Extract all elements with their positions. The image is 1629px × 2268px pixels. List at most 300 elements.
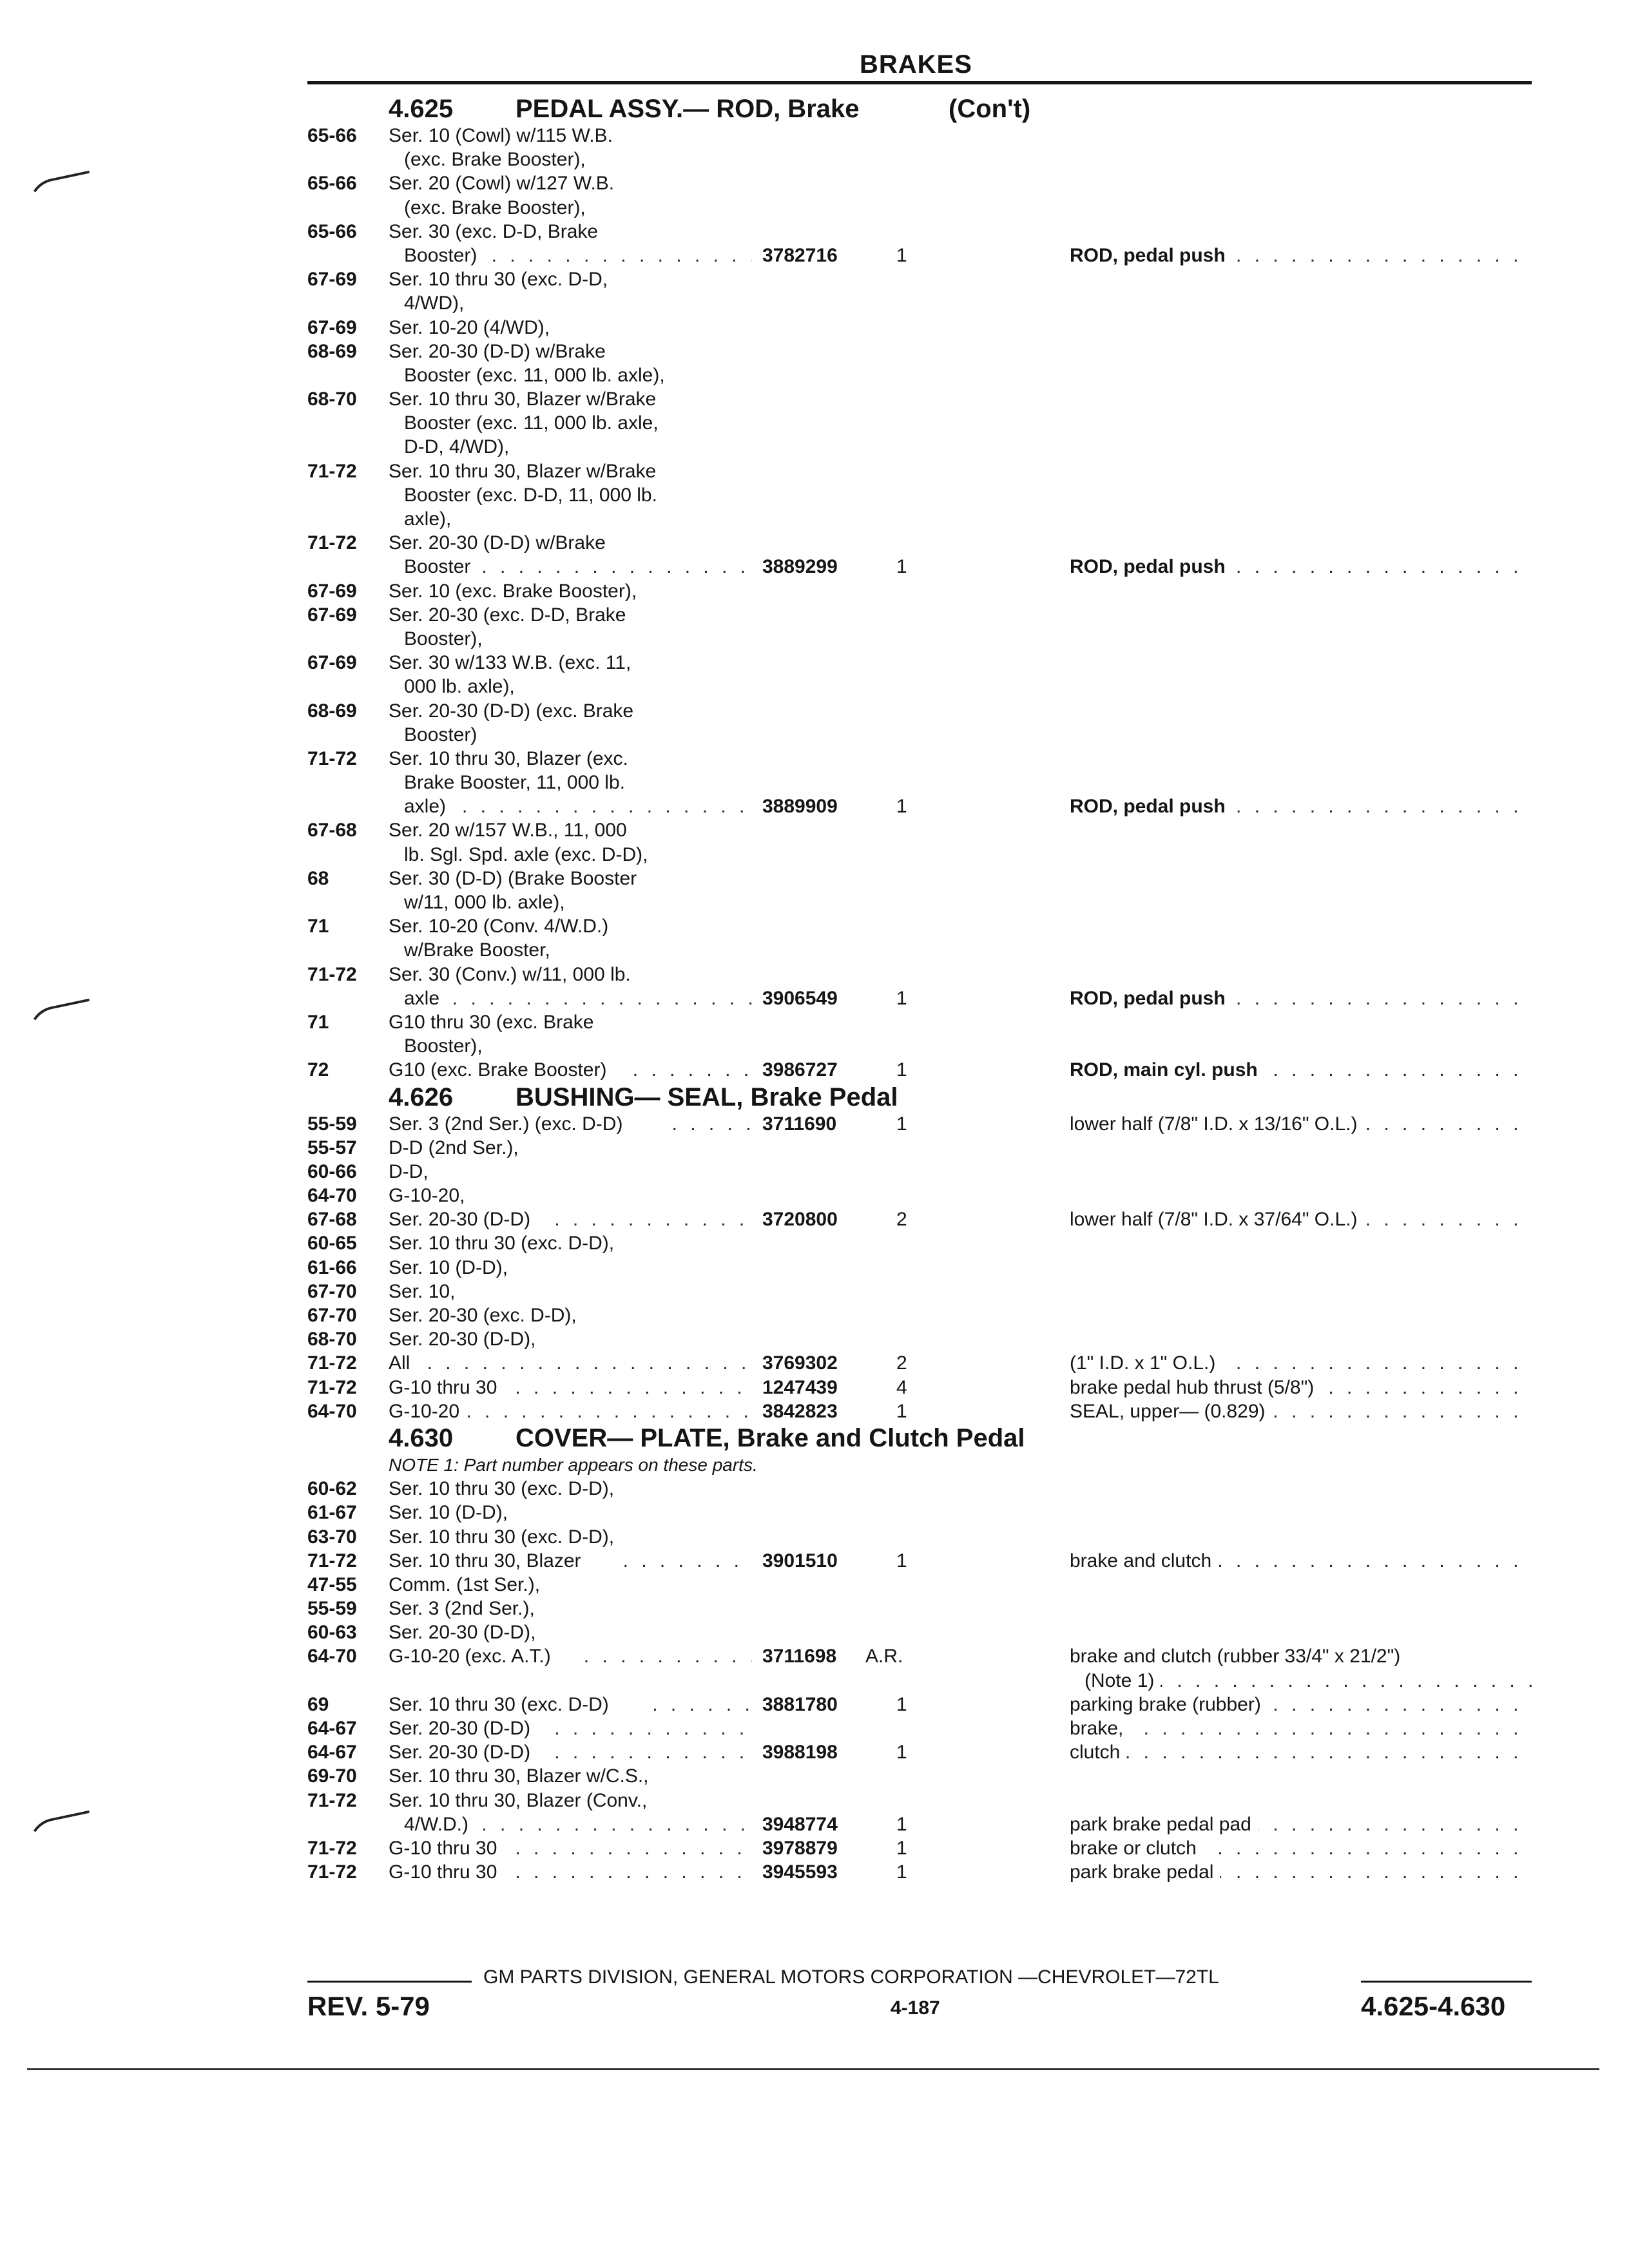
application-description: Brake Booster, 11, 000 lb.: [404, 772, 625, 794]
table-row: [307, 1184, 1532, 1207]
quantity: 1: [896, 1693, 907, 1715]
table-row: [307, 1549, 1532, 1573]
footer-rule-left: [307, 1981, 472, 1983]
leader-dots: [515, 1376, 752, 1399]
part-name-cell: [1070, 1549, 1532, 1573]
table-row: [307, 483, 1532, 507]
table-row: [307, 363, 1532, 387]
model-years: 68-70: [307, 1329, 357, 1350]
table-row: [307, 124, 1532, 148]
leader-dots: [462, 794, 752, 818]
application-description: Booster (exc. D-D, 11, 000 lb.: [404, 484, 657, 506]
table-row: [307, 1207, 1532, 1231]
leader-dots: [481, 555, 752, 579]
part-number: 3889909: [762, 796, 838, 818]
part-name: ROD, pedal push: [1070, 988, 1232, 1009]
application-description: Ser. 10 thru 30 (exc. D-D),: [389, 1526, 615, 1548]
table-row: [307, 340, 1532, 363]
part-number: 3889299: [762, 556, 838, 578]
leader-dots: [633, 1058, 752, 1082]
table-row: [307, 291, 1532, 315]
model-years: 71-72: [307, 1861, 357, 1883]
table-row: [307, 1644, 1532, 1668]
application-description: (exc. Brake Booster),: [404, 197, 586, 218]
model-years: 67-70: [307, 1305, 357, 1326]
model-years: 61-66: [307, 1256, 357, 1278]
application-description: Ser. 10 thru 30, Blazer (exc.: [389, 747, 628, 769]
table-row: [307, 938, 1532, 962]
leader-dots: [554, 1740, 752, 1764]
table-row: [307, 843, 1532, 867]
application-description: Ser. 20-30 (D-D) w/Brake: [389, 340, 606, 362]
part-number: 3901510: [762, 1550, 838, 1571]
model-years: 60-65: [307, 1233, 357, 1254]
application-description: Ser. 10 thru 30, Blazer: [389, 1550, 581, 1571]
table-row: [307, 867, 1532, 890]
header-rule: [307, 81, 1532, 84]
application-description: Ser. 20-30 (exc. D-D),: [389, 1305, 577, 1326]
leader-dots: [554, 1207, 752, 1231]
application-description: axle: [404, 987, 440, 1009]
section-title: BUSHING— SEAL, Brake Pedal: [516, 1082, 898, 1111]
leader-dots: [584, 1644, 752, 1668]
table-row: [307, 1477, 1532, 1501]
table-row: [307, 1812, 1532, 1836]
leader-dots: [672, 1112, 752, 1136]
part-number: 3720800: [762, 1209, 838, 1231]
leader-dots: [554, 1716, 752, 1740]
part-name-cell: [1070, 1644, 1532, 1668]
part-number: 3978879: [762, 1837, 838, 1859]
application-description: Booster): [404, 244, 477, 266]
model-years: 64-67: [307, 1742, 357, 1763]
application-description: All: [389, 1352, 410, 1374]
application-description: Ser. 3 (2nd Ser.),: [389, 1598, 535, 1620]
table-row: [307, 1764, 1532, 1788]
quantity: 1: [896, 1550, 907, 1571]
application-description: Ser. 10-20 (Conv. 4/W.D.): [389, 916, 609, 937]
application-description: Ser. 10 thru 30 (exc. D-D),: [389, 1233, 615, 1254]
part-name-cell: [1070, 1207, 1532, 1231]
model-years: 65-66: [307, 125, 357, 146]
model-years: 64-70: [307, 1185, 357, 1207]
part-name: brake and clutch (rubber 33/4" x 21/2"): [1070, 1646, 1407, 1667]
model-years: 71-72: [307, 1837, 357, 1859]
application-description: D-D (2nd Ser.),: [389, 1137, 519, 1158]
quantity: 1: [896, 796, 907, 818]
part-name: (1" I.D. x 1" O.L.): [1070, 1352, 1222, 1374]
application-description: Ser. 10 thru 30 (exc. D-D): [389, 1693, 609, 1715]
table-row: [307, 1327, 1532, 1351]
application-description: Ser. 10 (exc. Brake Booster),: [389, 580, 637, 602]
leader-dots: [427, 1351, 752, 1375]
model-years: 61-67: [307, 1502, 357, 1524]
application-description: G-10 thru 30: [389, 1861, 497, 1883]
application-description: 4/W.D.): [404, 1813, 469, 1835]
application-description: Ser. 20 (Cowl) w/127 W.B.: [389, 173, 615, 195]
part-name-cell: [1084, 1669, 1547, 1693]
part-name-cell: [1070, 555, 1532, 579]
leader-dots: [481, 1812, 752, 1836]
table-row: [307, 794, 1532, 818]
table-row: [307, 1501, 1532, 1524]
part-name-cell: [1070, 244, 1532, 267]
part-name-cell: [1070, 794, 1532, 818]
part-name-cell: [1070, 1351, 1532, 1375]
application-description: Ser. 10 thru 30, Blazer w/Brake: [389, 460, 657, 482]
quantity: 1: [896, 987, 907, 1009]
part-name: ROD, pedal push: [1070, 245, 1232, 266]
part-number: 3711690: [762, 1113, 837, 1135]
table-row: [307, 171, 1532, 195]
part-number: 3945593: [762, 1861, 838, 1883]
model-years: 71-72: [307, 532, 357, 554]
table-row: [307, 387, 1532, 411]
table-row: [307, 196, 1532, 220]
application-description: G10 thru 30 (exc. Brake: [389, 1011, 594, 1033]
model-years: 71: [307, 1011, 329, 1033]
model-years: 55-59: [307, 1113, 357, 1135]
application-description: Ser. 20-30 (D-D) w/Brake: [389, 532, 606, 554]
table-row: [307, 603, 1532, 627]
model-years: 67-69: [307, 580, 357, 602]
application-description: Comm. (1st Ser.),: [389, 1573, 541, 1595]
model-years: 55-57: [307, 1137, 357, 1158]
quantity: 1: [896, 1059, 907, 1081]
model-years: 63-70: [307, 1526, 357, 1548]
model-years: 68-69: [307, 340, 357, 362]
leader-dots: [623, 1549, 752, 1573]
part-number: 1247439: [762, 1376, 838, 1398]
part-name: brake and clutch: [1070, 1550, 1218, 1571]
model-years: 60-63: [307, 1622, 357, 1644]
quantity: 1: [896, 1861, 907, 1883]
application-description: Ser. 10,: [389, 1280, 456, 1302]
model-years: 64-70: [307, 1646, 357, 1667]
table-row: [307, 651, 1532, 675]
model-years: 60-62: [307, 1478, 357, 1500]
table-row: [307, 1034, 1532, 1058]
application-description: Ser. 10 thru 30 (exc. D-D,: [389, 269, 608, 291]
section-number: 4.630: [389, 1423, 454, 1452]
application-description: w/Brake Booster,: [404, 939, 550, 961]
part-name: SEAL, upper— (0.829): [1070, 1401, 1272, 1422]
table-row: [307, 1836, 1532, 1860]
application-description: Ser. 3 (2nd Ser.) (exc. D-D): [389, 1113, 623, 1135]
application-description: Ser. 10 thru 30, Blazer (Conv.,: [389, 1789, 648, 1811]
part-name: (Note 1): [1084, 1670, 1161, 1691]
table-row: [307, 890, 1532, 914]
part-number: 3906549: [762, 987, 838, 1009]
quantity: 1: [896, 1813, 907, 1835]
application-description: Ser. 20-30 (D-D) (exc. Brake: [389, 700, 634, 722]
application-description: Ser. 30 w/133 W.B. (exc. 11,: [389, 652, 631, 674]
part-name-cell: [1070, 1399, 1532, 1423]
table-row: [307, 1716, 1532, 1740]
table-row: [307, 267, 1532, 291]
model-years: 69-70: [307, 1765, 357, 1787]
part-name: clutch: [1070, 1742, 1126, 1763]
table-row: [307, 1160, 1532, 1184]
model-years: 67-70: [307, 1280, 357, 1302]
application-description: Ser. 20-30 (D-D): [389, 1209, 531, 1231]
part-name-cell: [1070, 1058, 1532, 1082]
table-row: [307, 507, 1532, 531]
section-heading: [307, 1423, 1532, 1453]
part-name-cell: [1070, 1740, 1532, 1764]
part-name-cell: [1070, 1860, 1532, 1884]
application-description: Ser. 20-30 (D-D),: [389, 1329, 536, 1350]
table-row: [307, 1136, 1532, 1160]
leader-dots: [515, 1860, 752, 1884]
application-description: Ser. 10 (Cowl) w/115 W.B.: [389, 125, 613, 146]
footer-revision: REV. 5-79: [307, 1991, 430, 2021]
model-years: 67-69: [307, 604, 357, 626]
table-row: [307, 1597, 1532, 1620]
application-description: Ser. 20 w/157 W.B., 11, 000: [389, 820, 627, 841]
application-description: Booster (exc. 11, 000 lb. axle,: [404, 412, 659, 434]
model-years: 71-72: [307, 1550, 357, 1571]
part-name-cell: [1070, 1693, 1532, 1716]
leader-dots: [652, 1693, 752, 1716]
part-number: 3988198: [762, 1742, 838, 1763]
table-row: [307, 148, 1532, 171]
part-name-cell: [1070, 1112, 1532, 1136]
part-name: lower half (7/8" I.D. x 13/16" O.L.): [1070, 1113, 1364, 1135]
application-description: D-D,: [389, 1160, 429, 1182]
application-description: Ser. 10 thru 30, Blazer w/Brake: [389, 389, 657, 410]
quantity: 1: [896, 244, 907, 266]
section-heading: [307, 1082, 1532, 1112]
section-note-row: [307, 1453, 1532, 1477]
model-years: 67-69: [307, 316, 357, 338]
footer-section-range: 4.625-4.630: [1361, 1991, 1506, 2021]
application-description: Ser. 20-30 (D-D): [389, 1742, 531, 1763]
part-number: 3986727: [762, 1059, 838, 1081]
footer-page-number: 4-187: [891, 1997, 940, 2019]
application-description: Ser. 20-30 (D-D),: [389, 1622, 536, 1644]
section-number: 4.625: [389, 95, 454, 123]
model-years: 71-72: [307, 460, 357, 482]
model-years: 60-66: [307, 1160, 357, 1182]
application-description: 4/WD),: [404, 293, 465, 314]
model-years: 71-72: [307, 1376, 357, 1398]
part-number: 3769302: [762, 1352, 838, 1374]
part-name: brake,: [1070, 1718, 1130, 1739]
application-description: D-D, 4/WD),: [404, 436, 510, 458]
model-years: 71: [307, 916, 329, 937]
binder-hole-mark: [24, 171, 95, 213]
quantity: A.R.: [865, 1646, 903, 1667]
application-description: Ser. 10-20 (4/WD),: [389, 316, 550, 338]
table-row: [307, 1669, 1532, 1693]
leader-dots: [466, 1399, 752, 1423]
part-name: brake pedal hub thrust (5/8"): [1070, 1377, 1320, 1398]
table-row: [307, 244, 1532, 267]
part-name: ROD, pedal push: [1070, 556, 1232, 577]
footer-rule-right: [1361, 1981, 1532, 1983]
section-heading: [307, 94, 1532, 124]
part-name: lower half (7/8" I.D. x 37/64" O.L.): [1070, 1209, 1364, 1230]
table-row: [307, 675, 1532, 698]
application-description: Booster): [404, 724, 477, 745]
table-row: [307, 1376, 1532, 1399]
quantity: 2: [896, 1352, 907, 1374]
model-years: 64-70: [307, 1400, 357, 1422]
application-description: G10 (exc. Brake Booster): [389, 1059, 607, 1081]
section-number: 4.626: [389, 1082, 454, 1111]
model-years: 68-70: [307, 389, 357, 410]
application-description: Ser. 10 thru 30, Blazer w/C.S.,: [389, 1765, 649, 1787]
application-description: Ser. 20-30 (exc. D-D, Brake: [389, 604, 626, 626]
part-name: park brake pedal: [1070, 1861, 1220, 1883]
quantity: 1: [896, 1113, 907, 1135]
table-row: [307, 1351, 1532, 1375]
parts-catalog-body: [307, 94, 1532, 1884]
application-description: (exc. Brake Booster),: [404, 149, 586, 171]
quantity: 1: [896, 1742, 907, 1763]
binder-hole-mark: [24, 1811, 95, 1852]
quantity: 1: [896, 1400, 907, 1422]
table-row: [307, 963, 1532, 986]
table-row: [307, 1525, 1532, 1549]
table-row: [307, 1740, 1532, 1764]
model-years: 71-72: [307, 963, 357, 985]
table-row: [307, 1058, 1532, 1082]
part-number: 3782716: [762, 244, 838, 266]
leader-dots: [515, 1836, 752, 1860]
application-description: G-10-20,: [389, 1185, 465, 1207]
model-years: 67-68: [307, 820, 357, 841]
application-description: Ser. 10 (D-D),: [389, 1502, 508, 1524]
model-years: 65-66: [307, 173, 357, 195]
leader-dots: [1070, 1740, 1532, 1764]
model-years: 68: [307, 867, 329, 889]
part-name-cell: [1070, 1812, 1532, 1836]
table-row: [307, 986, 1532, 1010]
quantity: 1: [896, 556, 907, 578]
model-years: 71-72: [307, 1352, 357, 1374]
table-row: [307, 1231, 1532, 1255]
table-row: [307, 555, 1532, 579]
table-row: [307, 1860, 1532, 1884]
model-years: 67-69: [307, 269, 357, 291]
part-number: 3881780: [762, 1693, 838, 1715]
table-row: [307, 316, 1532, 340]
model-years: 64-67: [307, 1718, 357, 1739]
table-row: [307, 1399, 1532, 1423]
table-row: [307, 1010, 1532, 1034]
model-years: 71-72: [307, 1789, 357, 1811]
model-years: 65-66: [307, 220, 357, 242]
model-years: 47-55: [307, 1573, 357, 1595]
scan-edge-line: [27, 2068, 1599, 2070]
application-description: Ser. 30 (D-D) (Brake Booster: [389, 867, 637, 889]
table-row: [307, 1256, 1532, 1280]
model-years: 72: [307, 1059, 329, 1081]
quantity: 4: [896, 1376, 907, 1398]
application-description: Booster),: [404, 1035, 483, 1057]
part-name-cell: [1070, 1836, 1532, 1860]
binder-hole-mark: [24, 999, 95, 1041]
part-name: parking brake (rubber): [1070, 1694, 1268, 1715]
leader-dots: [452, 986, 752, 1010]
table-row: [307, 1620, 1532, 1644]
page-title: BRAKES: [860, 50, 972, 79]
table-row: [307, 914, 1532, 938]
quantity: 2: [896, 1209, 907, 1231]
table-row: [307, 1303, 1532, 1327]
part-name-cell: [1070, 1716, 1532, 1740]
part-name-cell: [1070, 1376, 1532, 1399]
part-name: ROD, main cyl. push: [1070, 1059, 1264, 1081]
table-row: [307, 220, 1532, 244]
application-description: 000 lb. axle),: [404, 676, 515, 698]
leader-dots: [492, 244, 752, 267]
model-years: 68-69: [307, 700, 357, 722]
application-description: axle): [404, 796, 447, 818]
table-row: [307, 459, 1532, 483]
model-years: 67-68: [307, 1209, 357, 1231]
application-description: Ser. 30 (Conv.) w/11, 000 lb.: [389, 963, 631, 985]
application-description: G-10-20 (exc. A.T.): [389, 1646, 551, 1667]
section-note: NOTE 1: Part number appears on these parts.: [389, 1454, 758, 1475]
section-continued: (Con't): [949, 95, 1031, 123]
application-description: G-10-20: [389, 1400, 460, 1422]
table-row: [307, 579, 1532, 603]
application-description: Booster: [404, 556, 471, 578]
table-row: [307, 1789, 1532, 1812]
part-number: 3842823: [762, 1400, 838, 1422]
model-years: 67-69: [307, 652, 357, 674]
table-row: [307, 1693, 1532, 1716]
table-row: [307, 1112, 1532, 1136]
section-title: PEDAL ASSY.— ROD, Brake: [516, 95, 860, 123]
application-description: w/11, 000 lb. axle),: [404, 892, 565, 913]
table-row: [307, 411, 1532, 435]
part-name: brake or clutch: [1070, 1838, 1203, 1859]
table-row: [307, 818, 1532, 842]
application-description: Booster (exc. 11, 000 lb. axle),: [404, 364, 665, 386]
part-name: ROD, pedal push: [1070, 796, 1232, 817]
application-description: Ser. 20-30 (D-D): [389, 1718, 531, 1739]
table-row: [307, 771, 1532, 794]
model-years: 71-72: [307, 747, 357, 769]
table-row: [307, 699, 1532, 723]
part-name-cell: [1070, 986, 1532, 1010]
application-description: Ser. 10 thru 30 (exc. D-D),: [389, 1478, 615, 1500]
table-row: [307, 1573, 1532, 1597]
part-number: 3711698: [762, 1646, 837, 1667]
application-description: Booster),: [404, 628, 483, 649]
table-row: [307, 747, 1532, 771]
application-description: G-10 thru 30: [389, 1837, 497, 1859]
part-name: park brake pedal pad: [1070, 1814, 1258, 1835]
table-row: [307, 627, 1532, 651]
section-title: COVER— PLATE, Brake and Clutch Pedal: [516, 1423, 1025, 1452]
footer-publisher: GM PARTS DIVISION, GENERAL MOTORS CORPORATION —CHEVROLET—72TL: [483, 1966, 1219, 1988]
application-description: Ser. 10 (D-D),: [389, 1256, 508, 1278]
leader-dots: [1070, 1716, 1532, 1740]
model-years: 69: [307, 1693, 329, 1715]
table-row: [307, 531, 1532, 555]
application-description: axle),: [404, 508, 452, 530]
part-number: 3948774: [762, 1813, 838, 1835]
application-description: Ser. 30 (exc. D-D, Brake: [389, 220, 599, 242]
table-row: [307, 723, 1532, 747]
model-years: 55-59: [307, 1598, 357, 1620]
application-description: G-10 thru 30: [389, 1376, 497, 1398]
